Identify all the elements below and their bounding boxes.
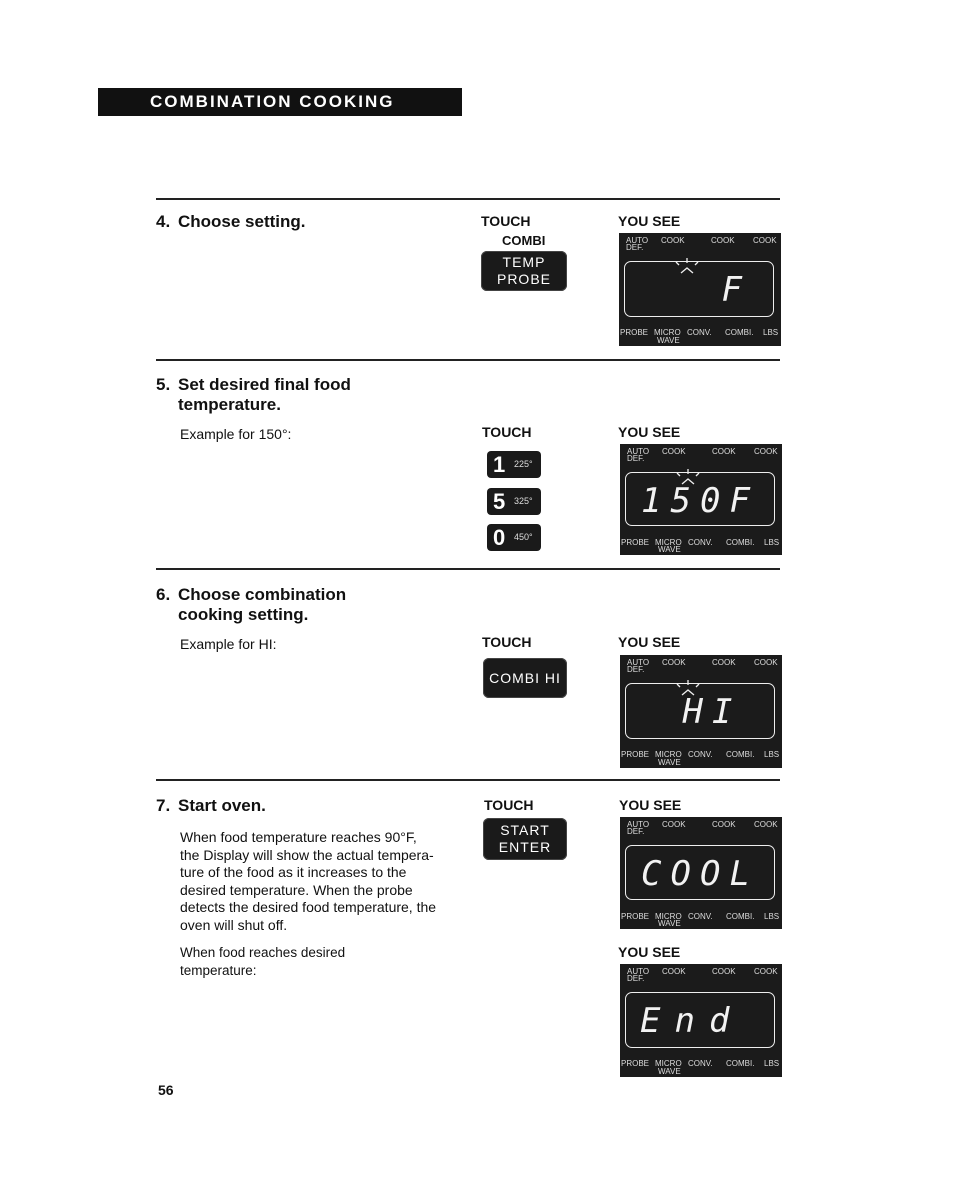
display-label: COOK xyxy=(712,658,736,667)
step-number: 6. xyxy=(156,585,171,604)
display-label: LBS xyxy=(763,328,779,337)
display-readout: 150F xyxy=(641,481,759,521)
display-label: CONV. xyxy=(687,328,712,337)
note-text xyxy=(180,944,345,979)
display-screen xyxy=(625,845,775,900)
paragraph-line: oven will shut off. xyxy=(180,916,288,933)
key-digit: 5 xyxy=(493,489,506,514)
display-label: LBS xyxy=(764,750,780,759)
display-label: CONV. xyxy=(688,750,713,759)
display-label: COMBI. xyxy=(725,328,754,337)
number-key-5[interactable] xyxy=(487,488,541,515)
key-temp: 325° xyxy=(514,496,533,506)
paragraph-line: When food temperature reaches 90°F, xyxy=(180,829,417,845)
display-label: COMBI. xyxy=(726,750,755,759)
display-label: WAVE xyxy=(657,336,680,345)
page-number: 56 xyxy=(158,1082,174,1098)
display-label: PROBE xyxy=(621,1059,650,1068)
divider xyxy=(156,359,780,361)
display-label: COOK xyxy=(662,820,686,829)
flame-indicator-icon xyxy=(620,444,782,504)
start-enter-button[interactable] xyxy=(483,818,567,860)
display-label: COOK xyxy=(753,236,777,245)
step-title: cooking setting. xyxy=(178,605,309,624)
display-label: CONV. xyxy=(688,1059,713,1068)
step-number: 5. xyxy=(156,375,171,394)
touch-label: TOUCH xyxy=(482,424,532,440)
key-line: START xyxy=(500,822,550,838)
touch-label: TOUCH xyxy=(481,213,531,229)
display-label: AUTO xyxy=(626,236,649,245)
display-readout: HI xyxy=(682,692,742,732)
display-label: DEF. xyxy=(627,974,645,983)
display-label: COOK xyxy=(712,447,736,456)
touch-label: TOUCH xyxy=(482,634,532,650)
key-digit: 1 xyxy=(493,452,506,477)
display-label: LBS xyxy=(764,1059,780,1068)
example-text: Example for HI: xyxy=(180,636,277,652)
temp-probe-button[interactable] xyxy=(481,251,567,291)
display-label: DEF. xyxy=(627,454,645,463)
display-readout: End xyxy=(640,1001,744,1041)
divider xyxy=(156,779,780,781)
paragraph-line: desired temperature. When the probe xyxy=(180,881,413,898)
instruction-paragraph xyxy=(180,829,470,934)
key-digit: 0 xyxy=(493,525,506,550)
flame-indicator-icon xyxy=(620,655,782,715)
divider xyxy=(156,198,780,200)
display-label: PROBE xyxy=(621,912,650,921)
display-label: LBS xyxy=(764,538,780,547)
key-line: COMBI HI xyxy=(489,670,561,686)
paragraph-line: the Display will show the actual tempera- xyxy=(180,846,434,863)
display-label: CONV. xyxy=(688,912,713,921)
display-label: COOK xyxy=(661,236,685,245)
display-label: COOK xyxy=(754,447,778,456)
divider xyxy=(156,568,780,570)
step-5-heading xyxy=(156,375,456,417)
display-label: PROBE xyxy=(621,538,650,547)
step-4-heading xyxy=(156,212,456,234)
flame-indicator-icon xyxy=(619,233,781,293)
display-label: MICRO xyxy=(655,538,682,547)
key-line: TEMP xyxy=(502,254,546,270)
paragraph-line: detects the desired food temperature, the xyxy=(180,899,437,915)
display-label: COOK xyxy=(754,658,778,667)
you-see-label: YOU SEE xyxy=(618,634,681,650)
you-see-label: YOU SEE xyxy=(619,797,682,813)
number-key-1[interactable] xyxy=(487,451,541,478)
display-label: WAVE xyxy=(658,1067,681,1076)
display-label: MICRO xyxy=(655,912,682,921)
step-title: Choose combination xyxy=(178,585,347,604)
display-label: COOK xyxy=(711,236,735,245)
display-label: AUTO xyxy=(627,967,650,976)
step-number: 7. xyxy=(156,796,171,815)
display-label: COMBI. xyxy=(726,538,755,547)
touch-label: TOUCH xyxy=(484,797,534,813)
you-see-label: YOU SEE xyxy=(618,424,681,440)
display-label: AUTO xyxy=(627,658,650,667)
display-screen xyxy=(625,992,775,1048)
display-label: MICRO xyxy=(655,750,682,759)
display-label: COOK xyxy=(662,447,686,456)
display-readout: F xyxy=(721,270,751,310)
display-label: COMBI. xyxy=(726,912,755,921)
display-label: MICRO xyxy=(654,328,681,337)
display-label: COOK xyxy=(754,820,778,829)
number-key-0[interactable] xyxy=(487,524,541,551)
step-title: Start oven. xyxy=(178,796,266,815)
paragraph-line: ture of the food as it increases to the xyxy=(180,864,407,880)
oven-display xyxy=(620,964,782,1077)
step-title: Set desired final food xyxy=(178,375,351,394)
display-label: COOK xyxy=(712,967,736,976)
display-label: COOK xyxy=(662,658,686,667)
display-label: MICRO xyxy=(655,1059,682,1068)
you-see-label: YOU SEE xyxy=(618,944,681,960)
oven-display xyxy=(620,655,782,768)
key-temp: 225° xyxy=(514,459,533,469)
display-label: LBS xyxy=(764,912,780,921)
display-label: COOK xyxy=(712,820,736,829)
display-label: WAVE xyxy=(658,758,681,767)
you-see-label: YOU SEE xyxy=(618,213,681,229)
note-line: When food reaches desired xyxy=(180,945,346,960)
display-label: COOK xyxy=(754,967,778,976)
step-7-heading xyxy=(156,796,456,818)
display-label: COMBI. xyxy=(726,1059,755,1068)
step-title: Choose setting. xyxy=(178,212,306,231)
display-label: DEF. xyxy=(627,665,645,674)
example-text: Example for 150°: xyxy=(180,426,292,442)
display-label: PROBE xyxy=(620,328,649,337)
key-line: PROBE xyxy=(496,271,551,287)
step-6-heading xyxy=(156,585,456,627)
display-readout: COOL xyxy=(641,854,759,894)
display-label: WAVE xyxy=(658,919,681,928)
display-label: DEF. xyxy=(626,243,644,252)
step-number: 4. xyxy=(156,212,171,231)
section-banner: COMBINATION COOKING xyxy=(98,88,462,116)
display-label: COOK xyxy=(662,967,686,976)
note-line: temperature: xyxy=(180,962,257,978)
combi-hi-button[interactable] xyxy=(483,658,567,698)
key-line: ENTER xyxy=(498,839,552,855)
touch-sublabel: COMBI xyxy=(502,233,546,248)
display-label: AUTO xyxy=(627,820,650,829)
oven-display xyxy=(619,233,781,346)
step-title: temperature. xyxy=(178,395,281,414)
display-label: AUTO xyxy=(627,447,650,456)
oven-display xyxy=(620,817,782,929)
key-temp: 450° xyxy=(514,532,533,542)
oven-display xyxy=(620,444,782,555)
display-label: WAVE xyxy=(658,545,681,554)
display-label: CONV. xyxy=(688,538,713,547)
display-label: DEF. xyxy=(627,827,645,836)
display-label: PROBE xyxy=(621,750,650,759)
